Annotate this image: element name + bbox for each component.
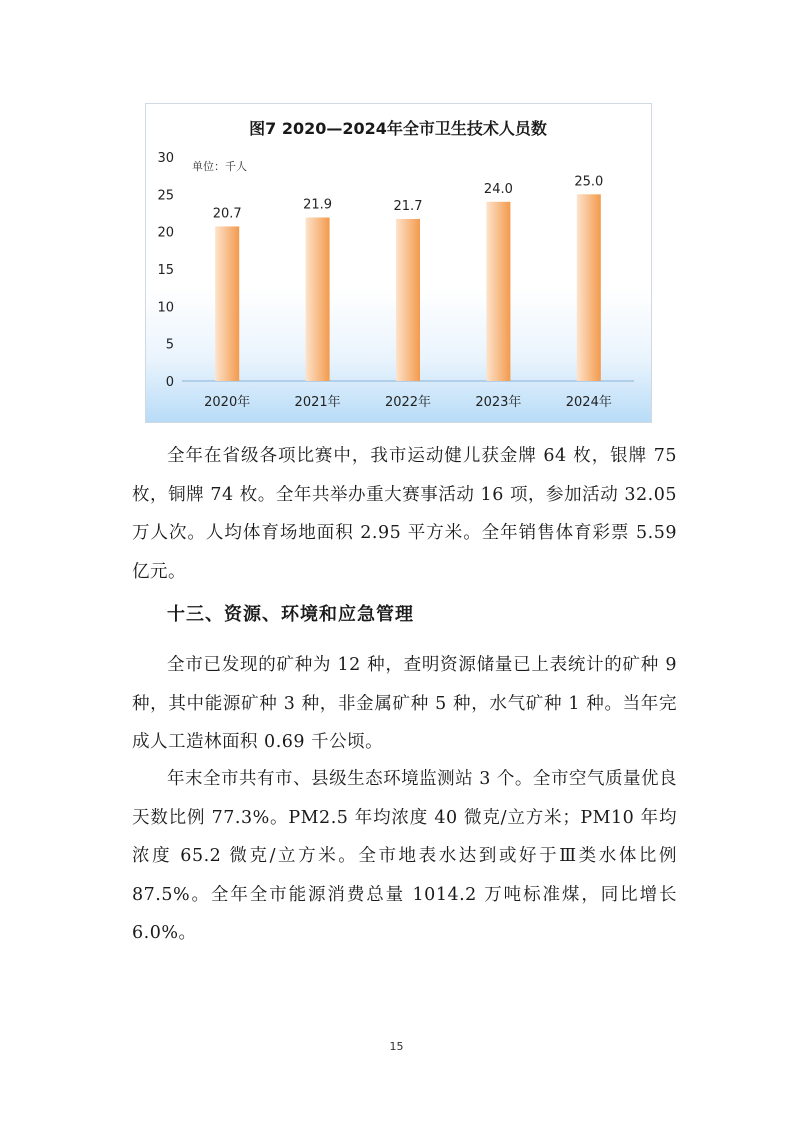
- bar-value-label: 20.7: [212, 206, 242, 222]
- y-tick-label: 10: [157, 300, 174, 316]
- y-tick-label: 15: [157, 263, 174, 278]
- bar-value-label: 24.0: [483, 181, 513, 197]
- bar: [215, 226, 239, 381]
- bar: [577, 194, 601, 381]
- y-tick-label: 30: [157, 151, 174, 166]
- x-tick-label: 2023年: [475, 395, 522, 410]
- bar: [396, 219, 420, 381]
- paragraph-sports: 全年在省级各项比赛中，我市运动健儿获金牌 64 枚，银牌 75 枚，铜牌 74 枚。全年共举办重大赛事活动 16 项，参加活动 32.05 万人次。人均体育场地面积 2.95 平方米。全年销售体育彩票 5.59 亿元。: [132, 446, 677, 582]
- x-axis: [204, 394, 612, 410]
- y-tick-label: 25: [157, 188, 174, 204]
- paragraph-environment: 年末全市共有市、县级生态环境监测站 3 个。全市空气质量优良天数比例 77.3%。PM2.5 年均浓度 40 微克/立方米；PM10 年均浓度 65.2 微克/立方米。全市地表水达到或好于Ⅲ类水体比例 87.5%。全年全市能源消费总量 1014.2 万吨标准煤，同比增长 6.0%。: [132, 769, 677, 943]
- chart-title: 图7 2020—2024年全市卫生技术人员数: [249, 119, 547, 138]
- bars: [212, 194, 601, 381]
- y-tick-label: 5: [165, 337, 174, 353]
- chart-unit-label: 单位：千人: [192, 160, 247, 173]
- chart-figure: [145, 103, 652, 423]
- bar: [486, 202, 510, 381]
- x-tick-label: 2022年: [384, 395, 432, 410]
- data-labels: [213, 174, 604, 221]
- bar-value-label: 21.9: [303, 197, 333, 213]
- section-heading: 十三、资源、环境和应急管理: [167, 604, 414, 625]
- y-axis: [157, 151, 174, 390]
- bar: [306, 217, 330, 381]
- bar-value-label: 21.7: [393, 198, 423, 214]
- page-number: 15: [389, 1040, 404, 1053]
- bar-value-label: 25.0: [574, 174, 604, 190]
- paragraph-minerals: 全市已发现的矿种为 12 种，查明资源储量已上表统计的矿种 9 种，其中能源矿种 3 种，非金属矿种 5 种，水气矿种 1 种。当年完成人工造林面积 0.69 千公顷。: [132, 655, 677, 752]
- x-tick-label: 2021年: [294, 395, 341, 410]
- x-tick-label: 2020年: [204, 395, 251, 410]
- y-tick-label: 0: [165, 375, 174, 390]
- x-tick-label: 2024年: [565, 395, 612, 410]
- bar-chart: [146, 104, 651, 422]
- y-tick-label: 20: [157, 225, 174, 241]
